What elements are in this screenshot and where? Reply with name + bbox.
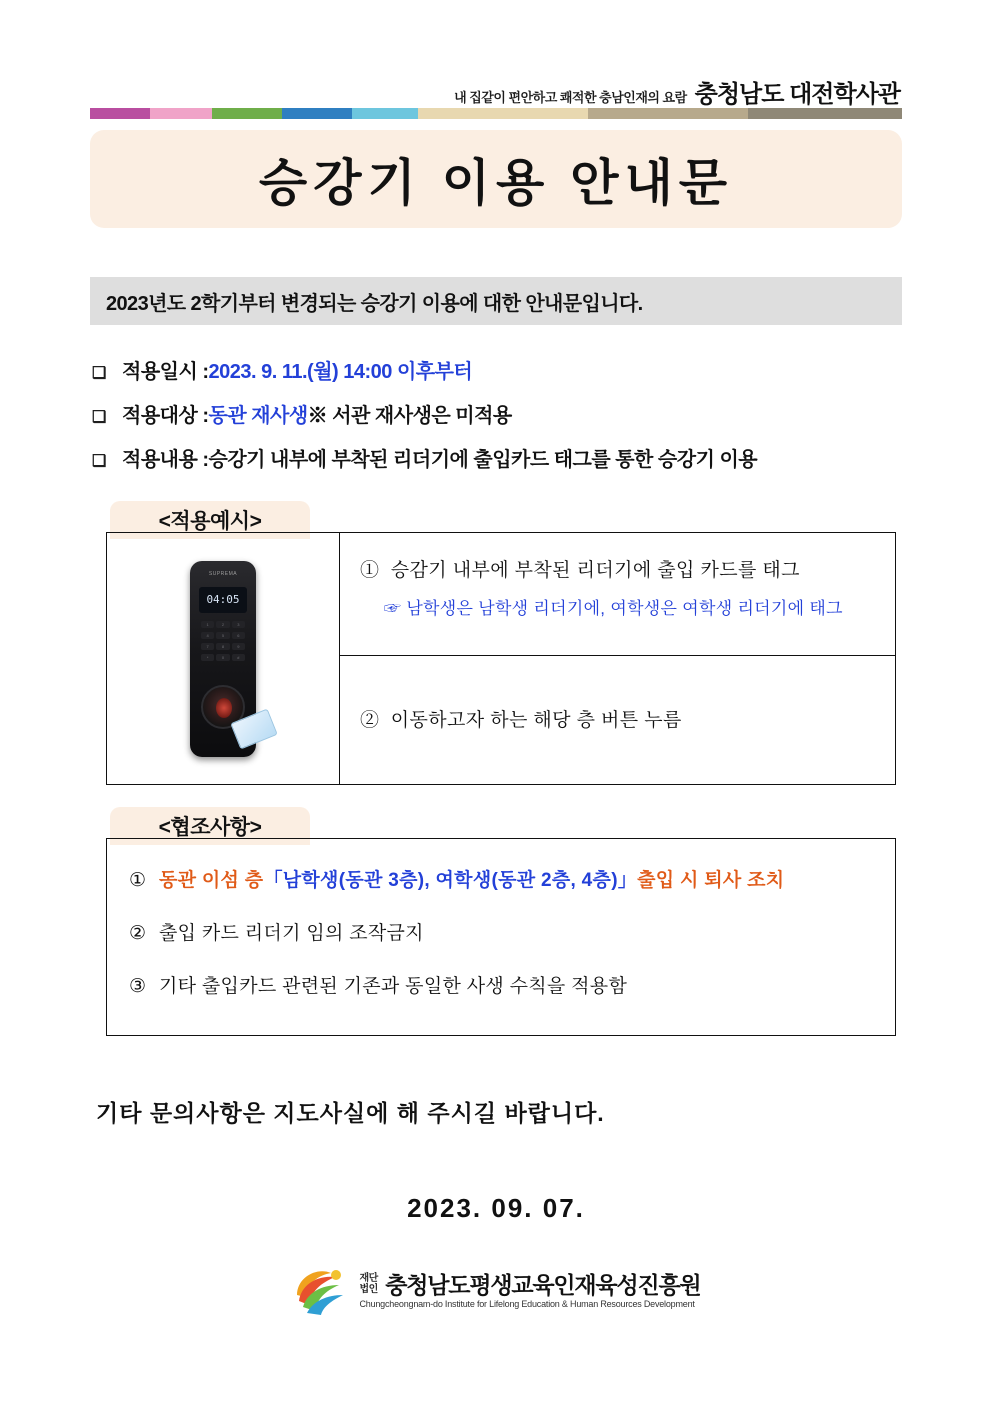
page-title: 승강기 이용 안내문 [258,155,734,211]
cooperation-item-1-seg3: 출입 시 퇴사 조치 [637,870,785,891]
example-box [106,532,896,785]
example-image-cell [107,533,339,784]
keypad-key: 6 [232,632,245,639]
example-step-1-text [360,555,881,582]
header-slogan: 내 집같이 편안하고 쾌적한 충남인재의 요람 [454,90,687,105]
header-brand: 충청남도 대전학사관 [694,81,900,108]
cooperation-item-1-number: ① [129,870,147,891]
bullet-value: 동관 재사생 [208,405,308,427]
keypad-key: 8 [216,643,229,650]
color-bar-segment [282,108,352,119]
cooperation-item-1 [129,865,877,892]
keypad-key: 2 [216,621,229,628]
keypad-key: 7 [201,643,214,650]
logo-prefix-line2: 법인 [359,1284,378,1296]
cooperation-item-3-text: 기타 출입카드 관련된 기존과 동일한 사생 수칙을 적용함 [159,976,628,997]
bullet-tail: 승강기 내부에 부착된 리더기에 출입카드 태그를 통한 승강기 이용 [208,449,758,471]
keypad-key: 0 [216,654,229,661]
example-step-1-number: ① [360,560,380,581]
cooperation-item-1-seg2: 「남학생(동관 3층), 여학생(동관 2층, 4층)」 [263,870,638,891]
cooperation-section-tab: <협조사항> [110,807,310,845]
footer-date: 2023. 09. 07. [407,1193,585,1223]
bullet-label: 적용대상 : [122,405,209,427]
logo-mark-icon [291,1265,349,1317]
logo-prefix-line1: 재단 [359,1273,378,1285]
cooperation-box [106,838,896,1036]
keypad-key: 3 [232,621,245,628]
subtitle-bar [90,277,902,325]
cooperation-item-3 [129,971,877,998]
example-step-1 [340,533,895,656]
bullet-item-date [92,355,922,384]
color-bar-segment [212,108,282,119]
bullet-list [92,355,922,487]
bullet-value: 2023. 9. 11.(월) 14:00 이후부터 [208,361,473,383]
bullet-marker-icon: ❑ [92,453,106,470]
cooperation-item-1-seg1: 동관 이섬 층 [159,870,264,891]
bullet-marker-icon: ❑ [92,409,106,426]
bullet-label: 적용내용 : [122,449,209,471]
bullet-label: 적용일시 : [122,361,209,383]
logo-prefix [359,1274,377,1296]
header-branding [454,74,900,109]
logo-sub-text: Chungcheongnam-do Institute for Lifelong Education & Human Resources Development [359,1298,695,1309]
device-keypad [201,621,245,661]
example-step-1-body: 승감기 내부에 부착된 리더기에 출입 카드를 태그 [390,560,800,581]
example-section-tab: <적용예시> [110,501,310,539]
cooperation-item-2 [129,918,877,945]
device-screen-time: 04:05 [199,587,247,613]
keypad-key: # [232,654,245,661]
color-bar-segment [588,108,748,119]
keypad-key: 1 [201,621,214,628]
example-step-2-text [360,705,881,732]
cooperation-item-3-number: ③ [129,976,147,997]
bullet-tail: ※ 서관 재사생은 미적용 [307,405,512,427]
title-banner [90,130,902,228]
color-bar-segment [352,108,418,119]
example-step-2-body: 이동하고자 하는 해당 층 버튼 누름 [390,710,682,731]
cooperation-item-2-number: ② [129,923,147,944]
bullet-marker-icon: ❑ [92,365,106,382]
example-step-2 [340,657,895,785]
card-reader-device-illustration [190,561,256,757]
organization-logo [0,1265,992,1317]
footer-note: 기타 문의사항은 지도사실에 해 주시길 바랍니다. [96,1100,605,1126]
bullet-item-content [92,443,922,472]
color-bar-segment [90,108,150,119]
logo-text [359,1273,700,1310]
keypad-key: 4 [201,632,214,639]
example-step-1-note: ☞ 남학생은 남학생 리더기에, 여학생은 여학생 리더기에 태그 [384,599,843,618]
keypad-key: * [201,654,214,661]
decorative-color-bar [90,108,902,119]
color-bar-segment [748,108,902,119]
bullet-item-target [92,399,922,428]
keypad-key: 5 [216,632,229,639]
logo-main-text: 충청남도평생교육인재육성진흥원 [385,1271,701,1298]
color-bar-segment [150,108,212,119]
color-bar-segment [418,108,588,119]
keypad-key: 9 [232,643,245,650]
subtitle-text: 2023년도 2학기부터 변경되는 승강기 이용에 대한 안내문입니다. [106,292,643,315]
example-step-2-number: ② [360,710,380,731]
example-steps [340,533,895,784]
device-brand-label: SUPREMA [208,570,238,577]
cooperation-item-2-text: 출입 카드 리더기 임의 조작금지 [159,923,424,944]
